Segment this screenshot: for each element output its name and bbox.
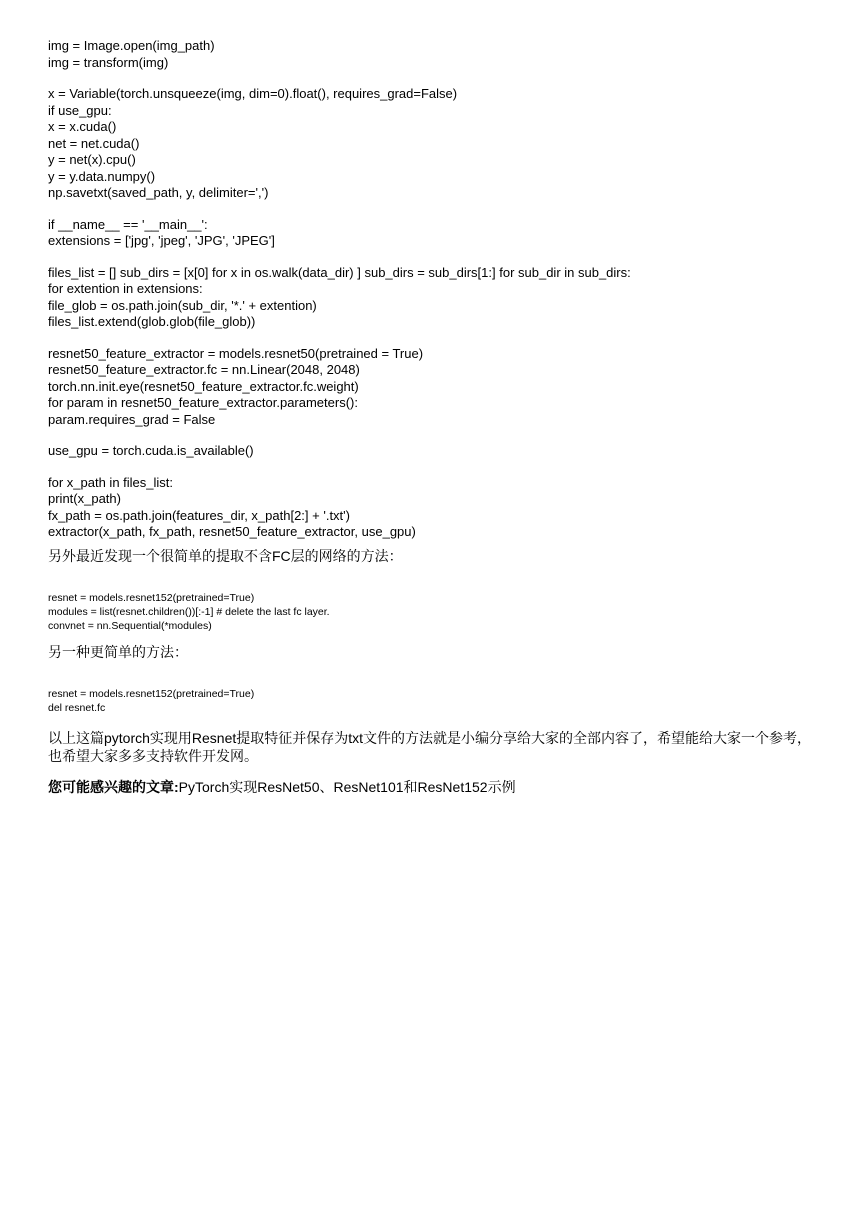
paragraph-simple-method: 另外最近发现一个很简单的提取不含FC层的网络的方法： — [48, 547, 403, 564]
code-line: file_glob = os.path.join(sub_dir, '*.' + extention) — [48, 297, 317, 313]
code-line: modules = list(resnet.children())[:-1] # delete the last fc layer. — [48, 605, 330, 618]
code-block-extract — [48, 86, 848, 202]
code-line: np.savetxt(saved_path, y, delimiter=',') — [48, 185, 269, 200]
code-line: extractor(x_path, fx_path, resnet50_feature_extractor, use_gpu) — [48, 524, 416, 539]
code-line: del resnet.fc — [48, 701, 106, 714]
code-line: resnet50_feature_extractor = models.resnet50(pretrained = True) — [48, 345, 424, 361]
code-line: resnet50_feature_extractor.fc = nn.Linear(2048, 2048) — [48, 362, 360, 377]
document-page — [48, 38, 848, 796]
code-line: for x_path in files_list: — [48, 474, 174, 490]
code-line: y = net(x).cpu() — [48, 152, 136, 167]
code-line: fx_path = os.path.join(features_dir, x_path[2:] + '.txt') — [48, 507, 350, 523]
code-line: files_list.extend(glob.glob(file_glob)) — [48, 314, 256, 329]
conclusion-line: 也希望大家多多支持软件开发网。 — [48, 747, 258, 764]
code-line: img = Image.open(img_path) — [48, 38, 215, 53]
code-line: if use_gpu: — [48, 102, 112, 118]
code-line: convnet = nn.Sequential(*modules) — [48, 619, 212, 632]
code-line: torch.nn.init.eye(resnet50_feature_extractor.fc.weight) — [48, 378, 359, 394]
code-line: x = x.cuda() — [48, 119, 117, 134]
code-line: resnet = models.resnet152(pretrained=True) — [48, 591, 255, 604]
paragraph-simpler-method: 另一种更简单的方法： — [48, 643, 188, 660]
code-line: extensions = ['jpg', 'jpeg', 'JPG', 'JPEG'] — [48, 233, 275, 248]
code-block-sequential — [48, 591, 848, 633]
related-article-link[interactable]: PyTorch实现ResNet50、ResNet101和ResNet152示例 — [178, 778, 516, 795]
code-line: files_list = [] sub_dirs = [x[0] for x in os.walk(data_dir) ] sub_dirs = sub_dirs[1:] for sub_dir in sub_dirs: — [48, 264, 631, 280]
related-articles — [48, 778, 848, 796]
paragraph-conclusion — [48, 729, 848, 765]
related-label: 您可能感兴趣的文章: — [48, 778, 179, 795]
code-block-resnet50 — [48, 346, 848, 429]
code-block-files-list — [48, 265, 848, 331]
code-block-del-fc — [48, 687, 848, 715]
code-line: for param in resnet50_feature_extractor.parameters(): — [48, 395, 358, 410]
code-line: x = Variable(torch.unsqueeze(img, dim=0).float(), requires_grad=False) — [48, 86, 458, 101]
code-line: use_gpu = torch.cuda.is_available() — [48, 443, 254, 458]
code-block-use-gpu — [48, 443, 848, 460]
code-line: if __name__ == '__main__': — [48, 216, 208, 232]
code-block-image-load — [48, 38, 848, 71]
code-block-loop — [48, 475, 848, 541]
code-line: y = y.data.numpy() — [48, 168, 156, 184]
code-line: resnet = models.resnet152(pretrained=True) — [48, 687, 255, 700]
code-line: param.requires_grad = False — [48, 411, 216, 427]
conclusion-line: 以上这篇pytorch实现用Resnet提取特征并保存为txt文件的方法就是小编分享给大家的全部内容了，希望能给大家一个参考， — [48, 729, 812, 746]
code-line: print(x_path) — [48, 491, 121, 506]
code-line: net = net.cuda() — [48, 135, 140, 151]
code-line: img = transform(img) — [48, 54, 169, 70]
code-line: for extention in extensions: — [48, 281, 203, 296]
code-block-main — [48, 217, 848, 250]
